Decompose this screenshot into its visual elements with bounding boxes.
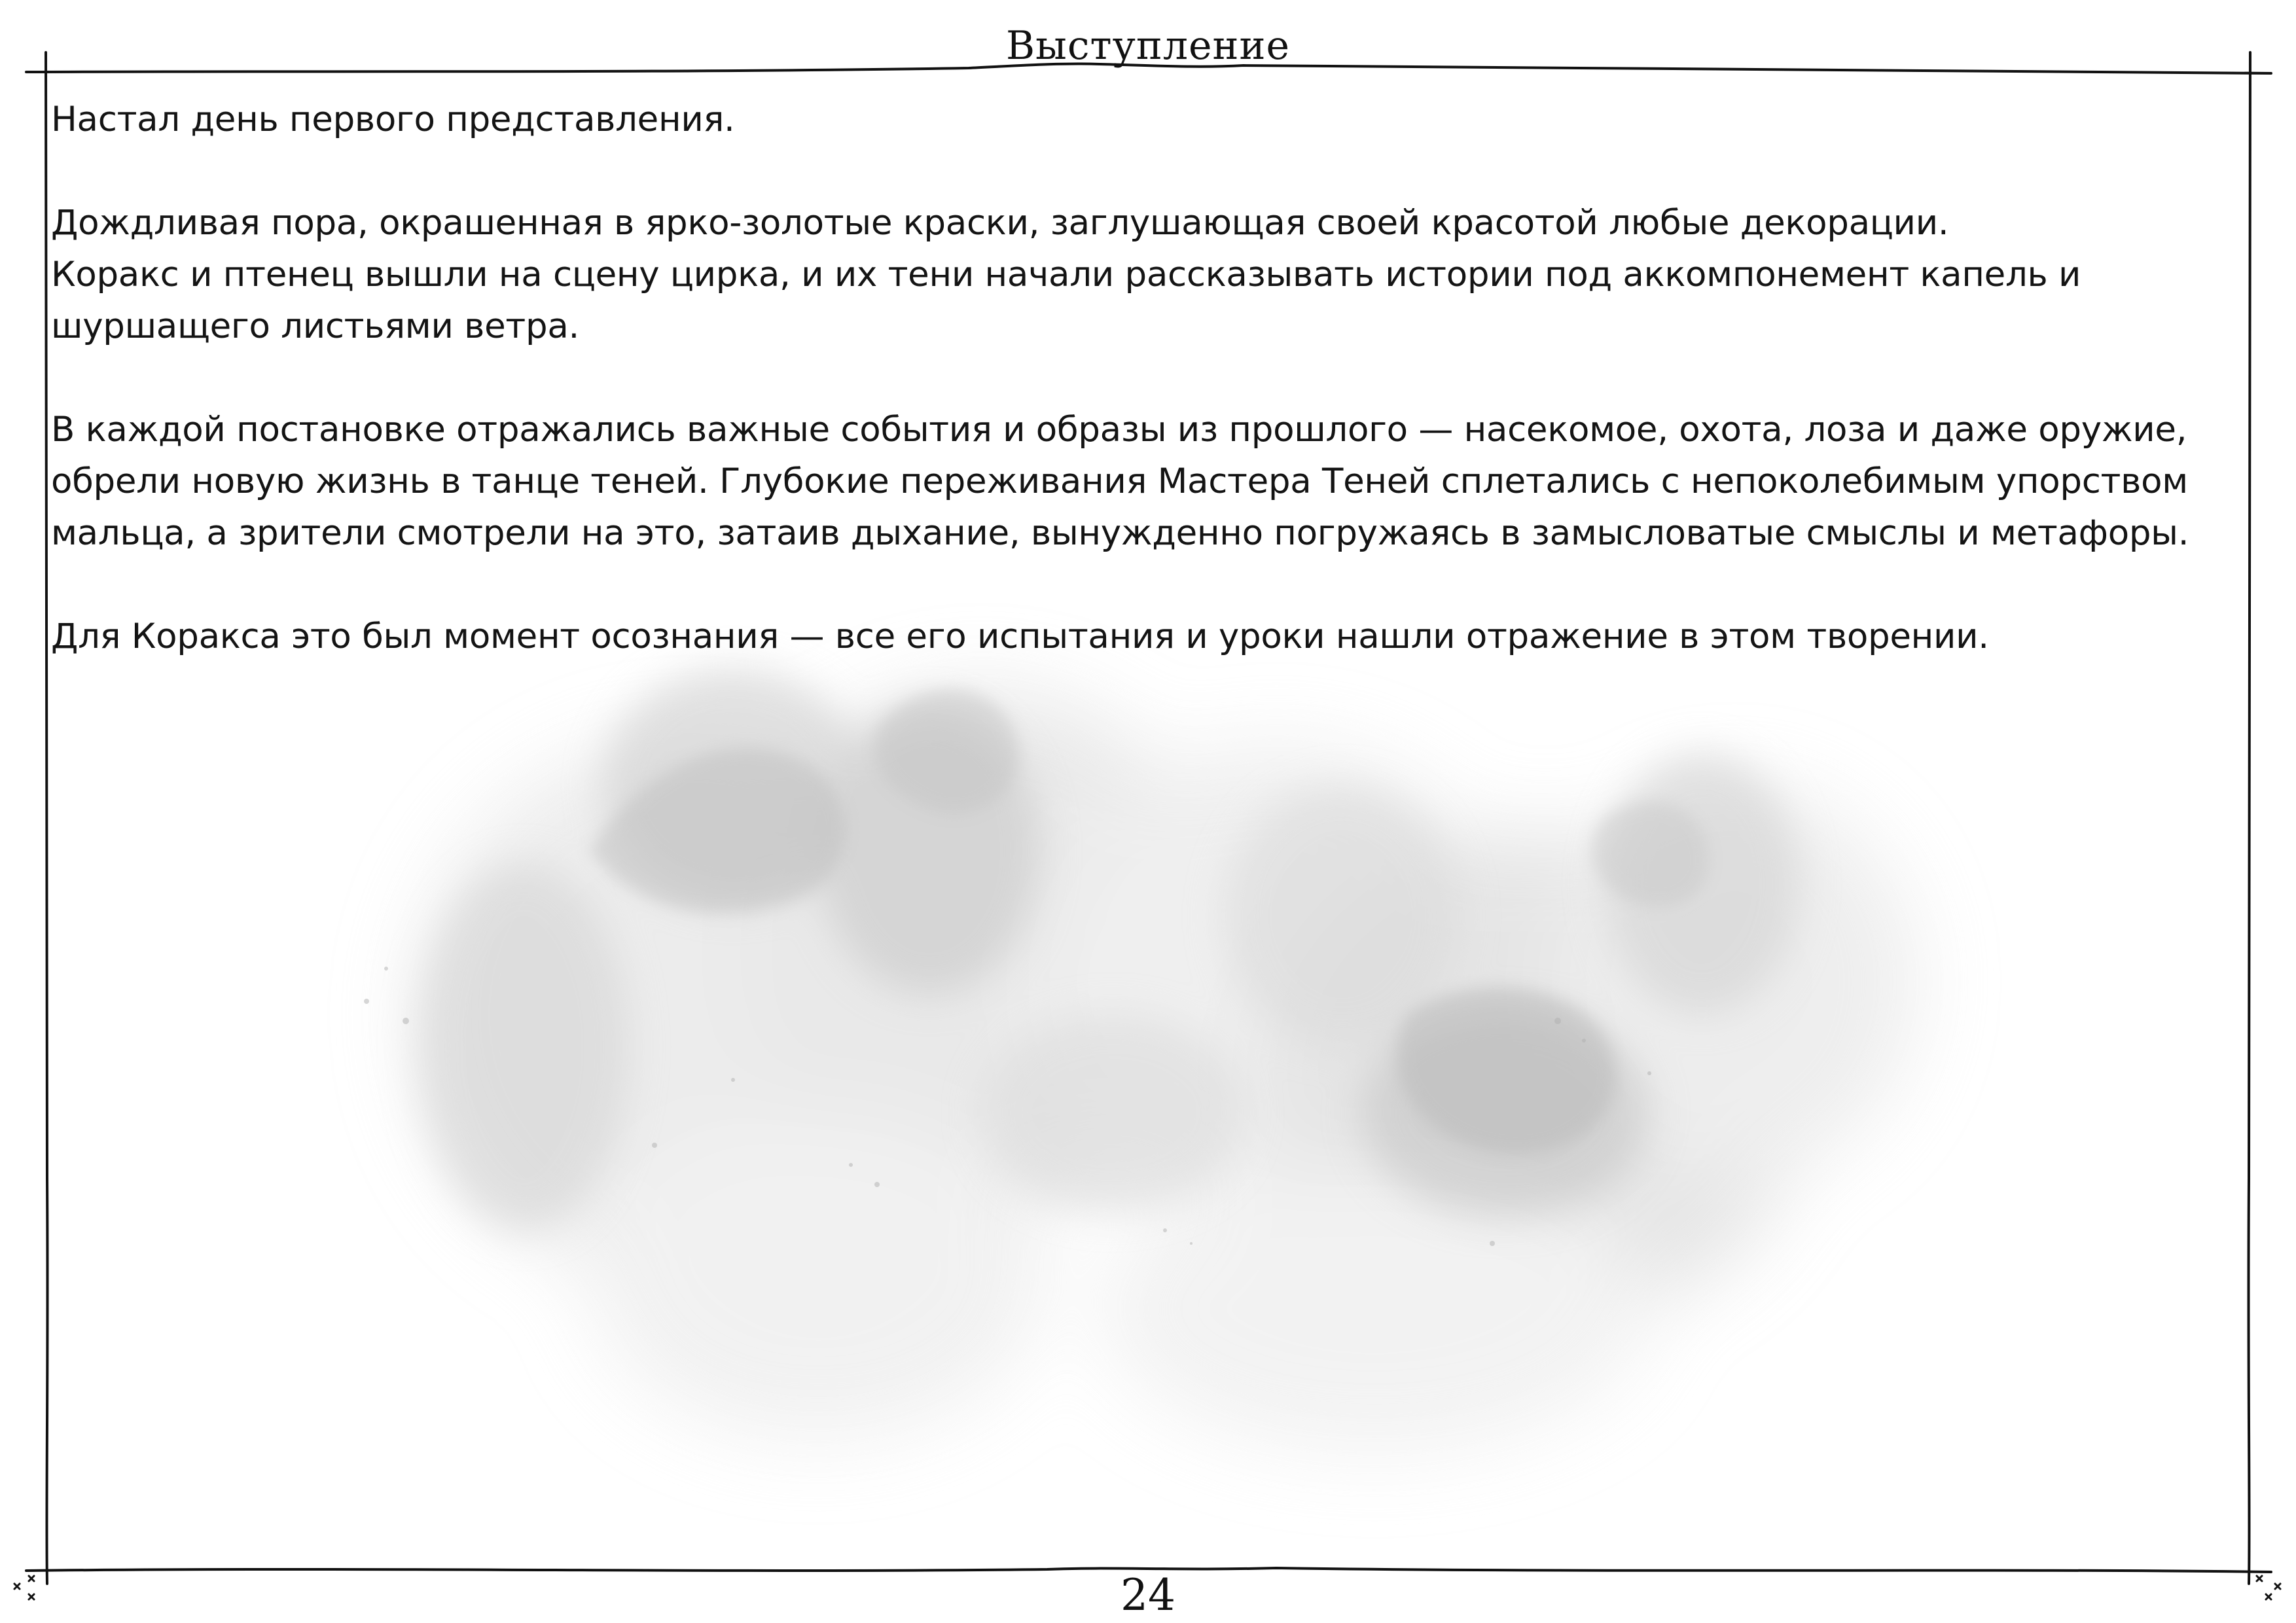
paragraph-3: Коракс и птенец вышли на сцену цирка, и их тени начали рассказывать истории под аккомпонемент капель и шуршащего листьями ветра. — [51, 255, 2081, 346]
page-number: 24 — [1121, 1570, 1175, 1620]
page-title: Выступление — [1005, 23, 1291, 69]
frame-left-line — [46, 52, 48, 1584]
story-text — [51, 94, 2231, 714]
paragraph-4: В каждой постановке отражались важные события и образы из прошлого — насекомое, охота, лоза и даже оружие, обрели новую жизнь в танце теней. Глубокие переживания Мастера Теней сплетались с непоколебимым упорством мальца, а зрители смотрели на это, затаив дыхание, вынужденно погружаясь в замысловатые смыслы и метафоры. — [51, 410, 2189, 553]
paragraph-1: Настал день первого представления. — [51, 99, 735, 139]
frame-right-line — [2248, 52, 2250, 1584]
paragraph-5: Для Коракса это был момент осознания — все его испытания и уроки нашли отражение в этом творении. — [51, 616, 1989, 656]
paragraph-2: Дождливая пора, окрашенная в ярко-золотые краски, заглушающая своей красотой любые декорации. — [51, 203, 1949, 243]
